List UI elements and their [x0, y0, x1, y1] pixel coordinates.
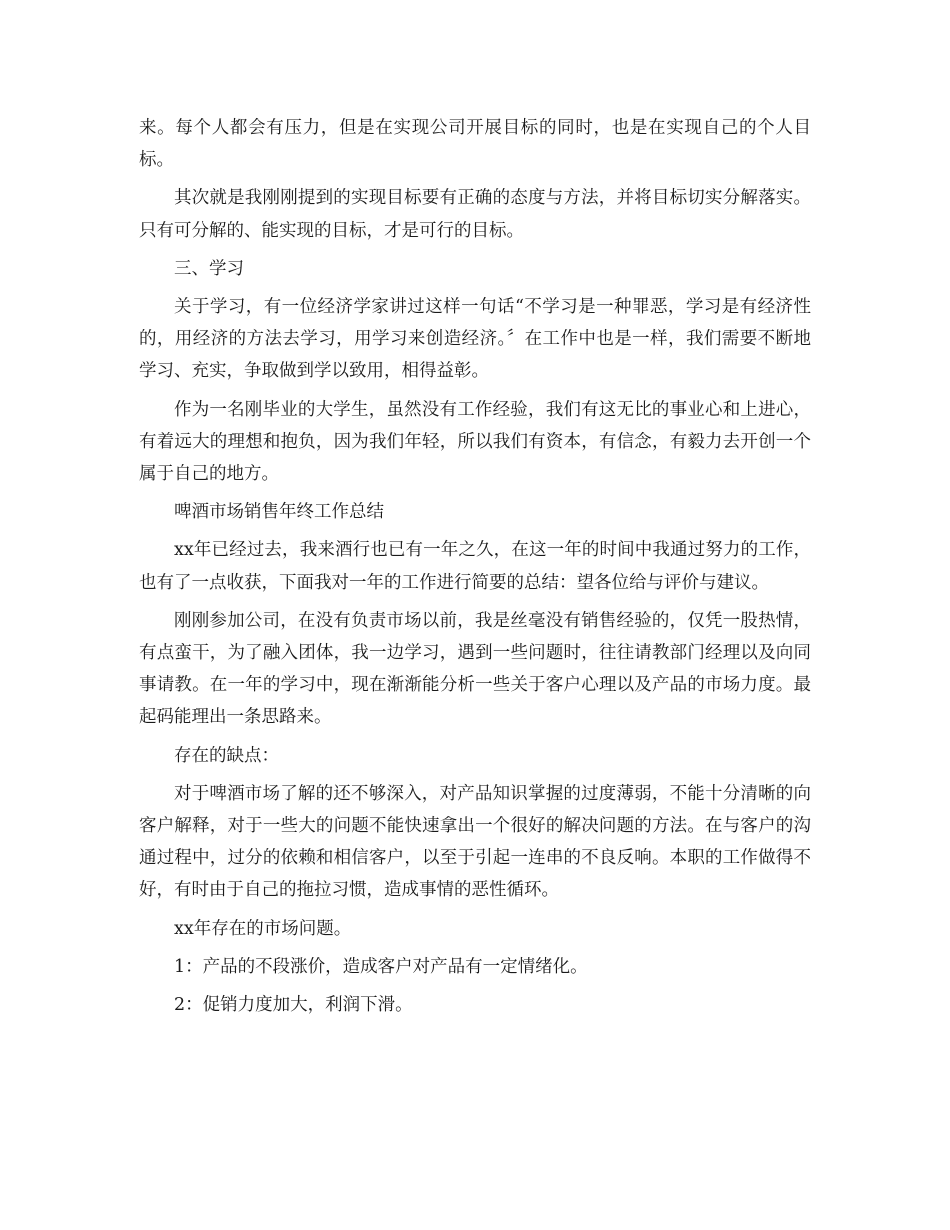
paragraph: 其次就是我刚刚提到的实现目标要有正确的态度与方法，并将目标切实分解落实。只有可分解的、能实现的目标，才是可行的目标。 [139, 188, 811, 241]
list-item: 1：产品的不段涨价，造成客户对产品有一定情绪化。 [174, 956, 588, 977]
section-heading: 三、学习 [174, 258, 244, 279]
document-title: 啤酒市场销售年终工作总结 [174, 502, 384, 523]
paragraph: 刚刚参加公司，在没有负责市场以前，我是丝毫没有销售经验的，仅凭一股热情，有点蛮干，为了融入团体，我一边学习，遇到一些问题时，往往请教部门经理以及向同事请教。在一年的学习中，现在渐渐能分析一些关于客户心理以及产品的市场力度。最起码能理出一条思路来。 [139, 610, 811, 728]
document-body [139, 112, 811, 1027]
paragraph: xx年已经过去，我来酒行也已有一年之久，在这一年的时间中我通过努力的工作，也有了一点收获，下面我对一年的工作进行简要的总结：望各位给与评价与建议。 [139, 540, 811, 593]
paragraph: 对于啤酒市场了解的还不够深入，对产品知识掌握的过度薄弱，不能十分清晰的向客户解释，对于一些大的问题不能快速拿出一个很好的解决问题的方法。在与客户的沟通过程中，过分的依赖和相信客户，以至于引起一连串的不良反响。本职的工作做得不好，有时由于自己的拖拉习惯，造成事情的恶性循环。 [139, 783, 811, 901]
paragraph: 作为一名刚毕业的大学生，虽然没有工作经验，我们有这无比的事业心和上进心，有着远大的理想和抱负，因为我们年轻，所以我们有资本，有信念，有毅力去开创一个属于自己的地方。 [139, 399, 811, 485]
section-heading: 存在的缺点： [174, 745, 279, 766]
section-heading: xx年存在的市场问题。 [174, 918, 352, 939]
paragraph: 关于学习，有一位经济学家讲过这样一句话“不学习是一种罪恶，学习是有经济性的，用经济的方法去学习，用学习来创造经济。〞在工作中也是一样，我们需要不断地学习、充实，争取做到学以致用，相得益彰。 [139, 297, 811, 382]
paragraph: 来。每个人都会有压力，但是在实现公司开展目标的同时，也是在实现自己的个人目标。 [139, 118, 811, 171]
list-item: 2：促销力度加大，利润下滑。 [174, 995, 413, 1016]
